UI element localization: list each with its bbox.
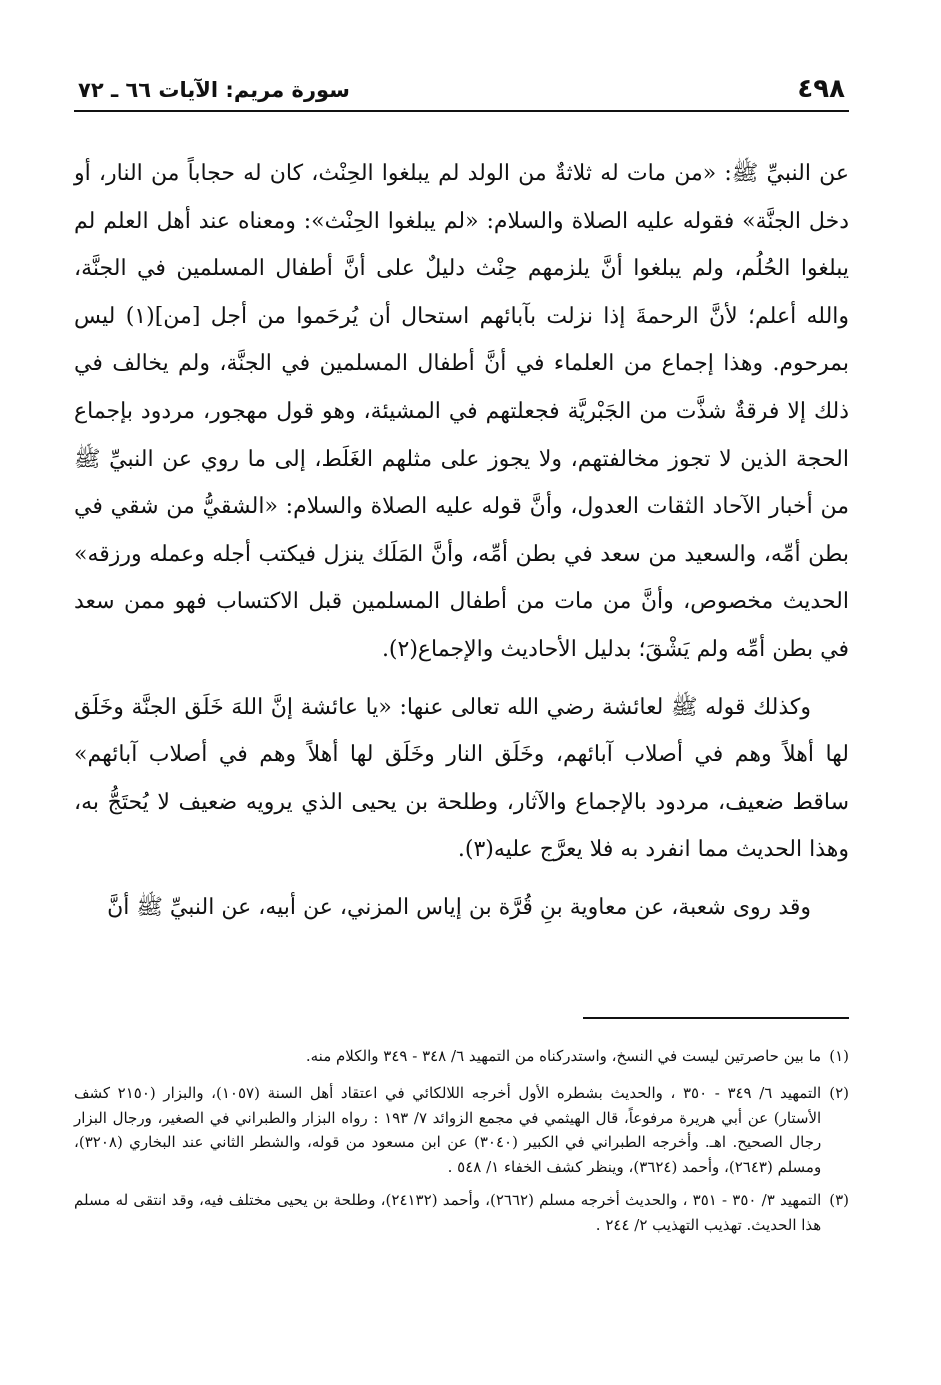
footnote-text: التمهيد ٦/ ٣٤٩ - ٣٥٠ ، والحديث بشطره الأول أخرجه اللالكائي في اعتقاد أهل السنة (١٠٥٧)، والبزار (٢١٥٠ كشف الأستار) عن أبي هريرة مرفوعاً، قال الهيثمي في مجمع الزوائد ٧/ ١٩٣ : رواه البزار والطبراني في الصغير، ورجال البزار رجال الصحيح. اهـ. وأخرجه الطبراني في الكبير (٣٠٤٠) عن ابن مسعود من قوله، والشطر الثاني عند البخاري (٣٢٠٨)، ومسلم (٢٦٤٣)، وأحمد (٣٦٢٤)، وينظر كشف الخفاء ١/ ٥٤٨ .: [74, 1083, 822, 1177]
footnote-separator: [583, 1017, 849, 1019]
running-title: سورة مريم: الآيات ٦٦ ـ ٧٢: [78, 78, 350, 102]
footnote-marker: (٢): [829, 1083, 849, 1102]
paragraph: عن النبيِّ ﷺ: «من مات له ثلاثةٌ من الولد لم يبلغوا الحِنْث، كان له حجاباً من النار، أو دخل الجنَّة» فقوله عليه الصلاة والسلام: «لم يبلغوا الحِنْث»: ومعناه عند أهل العلم لم يبلغوا الحُلُم، ولم يبلغوا أنَّ يلزمهم حِنْث دليلٌ على أنَّ أطفال المسلمين في الجنَّة، والله أعلم؛ لأنَّ الرحمةَ إذا نزلت بآبائهم استحال أن يُرحَموا من أجل [من](١) ليس بمرحوم. وهذا إجماع من العلماء في أنَّ أطفال المسلمين في الجنَّة، ولم يخالف في ذلك إلا فرقةٌ شذَّت من الجَبْريَّة فجعلتهم في المشيئة، وهو قول مهجور، مردود بإجماع الحجة الذين لا تجوز مخالفتهم، ولا يجوز على مثلهم الغَلَط، إلى ما روي عن النبيِّ ﷺ من أخبار الآحاد الثقات العدول، وأنَّ قوله عليه الصلاة والسلام: «الشقيُّ من شقي في بطن أمِّه، والسعيد من سعد في بطن أمِّه، وأنَّ المَلَك ينزل فيكتب أجله وعمله ورزقه» الحديث مخصوص، وأنَّ من مات من أطفال المسلمين قبل الاكتساب فهو ممن سعد في بطن أمِّه ولم يَشْقَ؛ بدليل الأحاديث والإجماع(٢).: [74, 161, 850, 662]
footnote: [74, 1081, 849, 1180]
footnotes: [74, 1044, 849, 1246]
main-text: [74, 150, 849, 932]
page-number: ٤٩٨: [797, 74, 845, 104]
footnote: [74, 1044, 849, 1069]
paragraph: وكذلك قوله ﷺ لعائشة رضي الله تعالى عنها: «يا عائشة إنَّ اللهَ خَلَق الجنَّة وخَلَق لها أهلاً وهم في أصلاب آبائهم، وخَلَق النار وخَلَق لها أهلاً وهم في أصلاب آبائهم» ساقط ضعيف، مردود بالإجماع والآثار، وطلحة بن يحيى الذي يرويه ضعيف لا يُحتَجُّ به، وهذا الحديث مما انفرد به فلا يعرَّج عليه(٣).: [74, 694, 849, 863]
footnote-marker: (١): [829, 1047, 849, 1065]
page-header: [74, 70, 849, 112]
footnote: [74, 1188, 849, 1238]
paragraph: وقد روى شعبة، عن معاوية بنِ قُرَّة بن إياس المزني، عن أبيه، عن النبيِّ ﷺ أنَّ: [107, 894, 811, 920]
footnote-marker: (٣): [829, 1190, 849, 1209]
footnote-text: التمهيد ٣/ ٣٥٠ - ٣٥١ ، والحديث أخرجه مسلم (٢٦٦٢)، وأحمد (٢٤١٣٢)، وطلحة بن يحيى مختلف فيه، وقد انتقى له مسلم هذا الحديث. تهذيب التهذيب ٢/ ٢٤٤ .: [74, 1190, 822, 1234]
footnote-text: ما بين حاصرتين ليست في النسخ، واستدركناه من التمهيد ٦/ ٣٤٨ - ٣٤٩ والكلام منه.: [305, 1047, 822, 1065]
